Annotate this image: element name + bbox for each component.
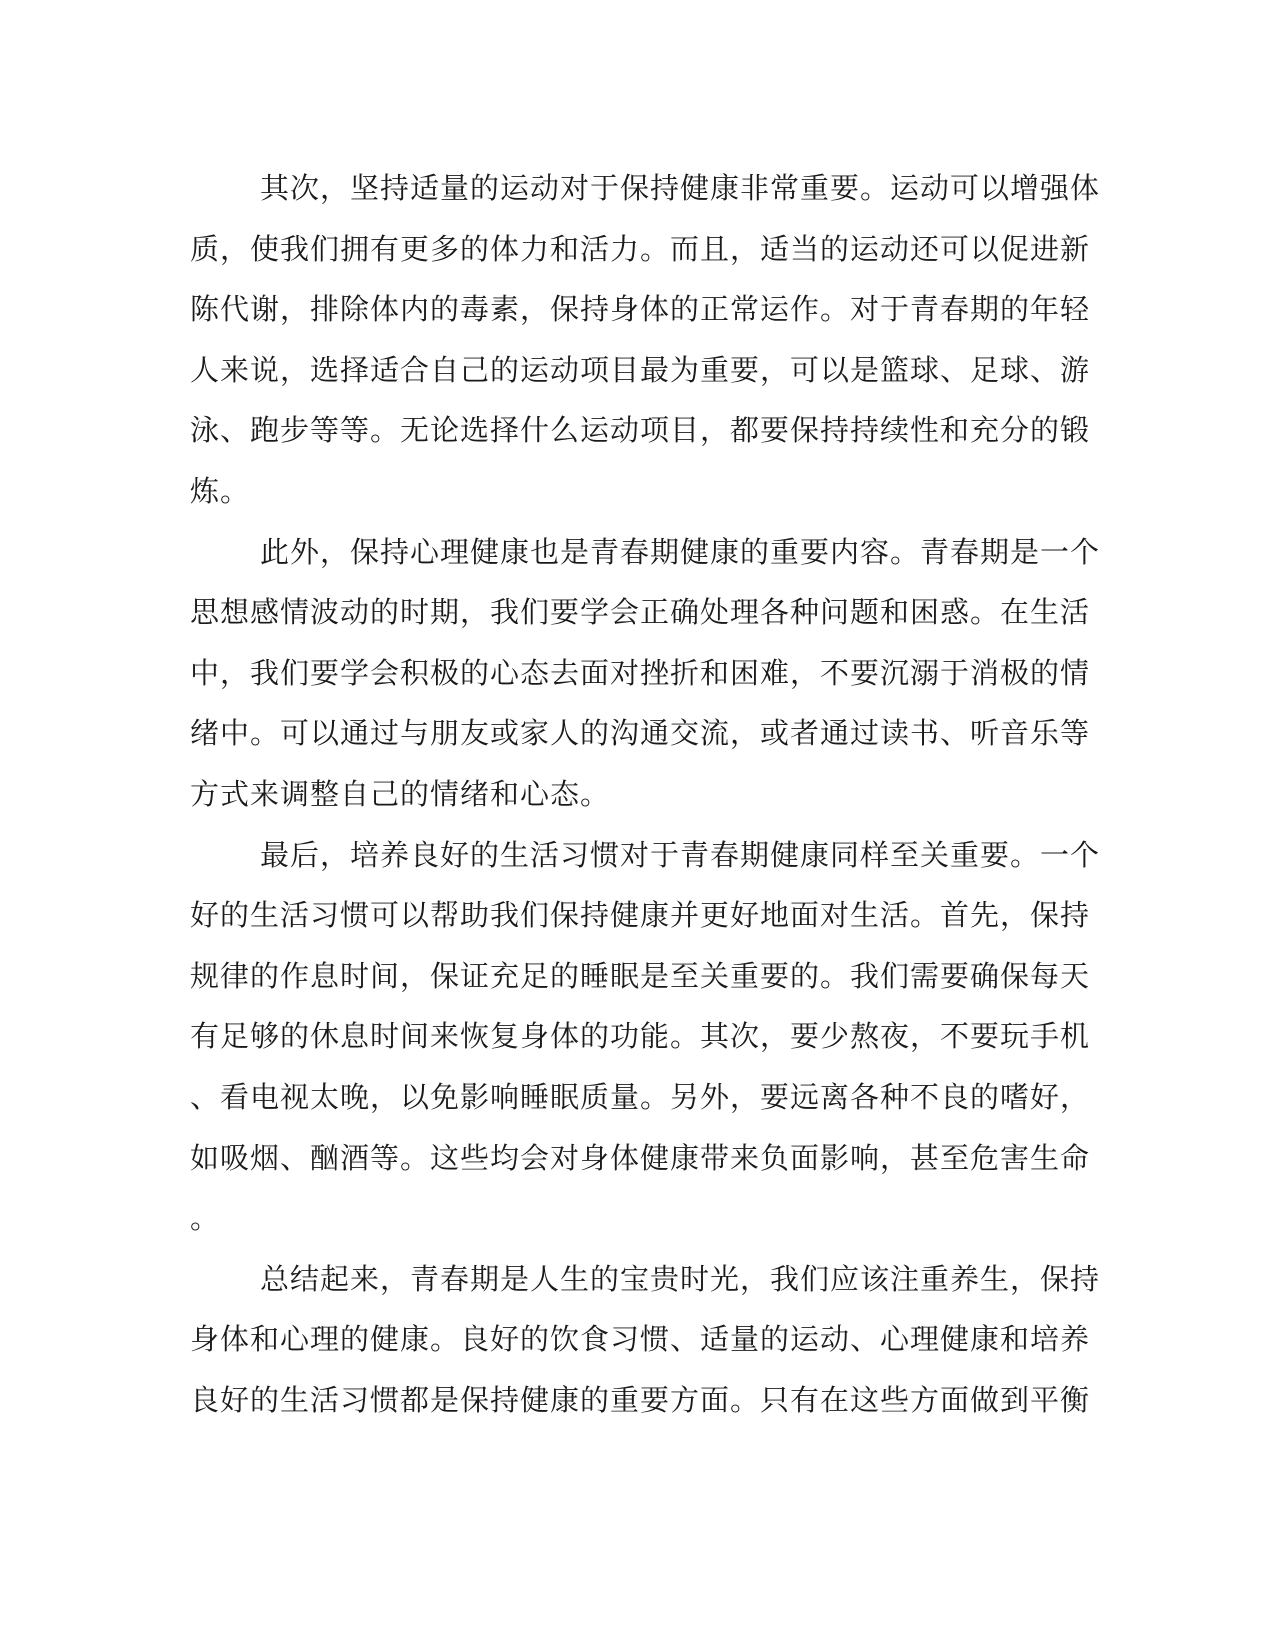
text-line: 良好的生活习惯都是保持健康的重要方面。只有在这些方面做到平衡 — [190, 1382, 1091, 1417]
text-line: 炼。 — [190, 473, 251, 508]
text-line: 。 — [190, 1201, 221, 1236]
text-line: 总结起来，青春期是人生的宝贵时光，我们应该注重养生，保持 — [260, 1261, 1101, 1296]
text-line: 其次，坚持适量的运动对于保持健康非常重要。运动可以增强体 — [260, 171, 1101, 205]
text-line: 绪中。可以通过与朋友或家人的沟通交流，或者通过读书、听音乐等 — [190, 716, 1091, 751]
text-line: 规律的作息时间，保证充足的睡眠是至关重要的。我们需要确保每天 — [190, 958, 1091, 993]
paragraph-summary — [190, 1249, 1101, 1431]
paragraph-mental-health — [190, 522, 1101, 825]
text-line: 有足够的休息时间来恢复身体的功能。其次，要少熬夜，不要玩手机 — [190, 1019, 1091, 1054]
text-line: 方式来调整自己的情绪和心态。 — [190, 776, 611, 811]
text-line: 思想感情波动的时期，我们要学会正确处理各种问题和困惑。在生活 — [190, 595, 1091, 630]
text-line: 好的生活习惯可以帮助我们保持健康并更好地面对生活。首先，保持 — [190, 898, 1091, 933]
text-line: 泳、跑步等等。无论选择什么运动项目，都要保持持续性和充分的锻 — [190, 413, 1091, 448]
paragraph-habits — [190, 825, 1101, 1249]
text-line: 如吸烟、酗酒等。这些均会对身体健康带来负面影响，甚至危害生命 — [190, 1140, 1091, 1175]
text-line: 、看电视太晚，以免影响睡眠质量。另外，要远离各种不良的嗜好， — [190, 1079, 1091, 1114]
text-line: 中，我们要学会积极的心态去面对挫折和困难，不要沉溺于消极的情 — [190, 655, 1091, 690]
text-line: 此外，保持心理健康也是青春期健康的重要内容。青春期是一个 — [260, 534, 1101, 569]
text-line: 最后，培养良好的生活习惯对于青春期健康同样至关重要。一个 — [260, 837, 1101, 872]
paragraph-exercise — [190, 158, 1101, 522]
text-line: 陈代谢，排除体内的毒素，保持身体的正常运作。对于青春期的年轻 — [190, 292, 1091, 327]
text-line: 人来说，选择适合自己的运动项目最为重要，可以是篮球、足球、游 — [190, 352, 1091, 387]
text-line: 身体和心理的健康。良好的饮食习惯、适量的运动、心理健康和培养 — [190, 1322, 1091, 1357]
text-line: 质，使我们拥有更多的体力和活力。而且，适当的运动还可以促进新 — [190, 231, 1091, 266]
document-body — [190, 158, 1101, 1430]
